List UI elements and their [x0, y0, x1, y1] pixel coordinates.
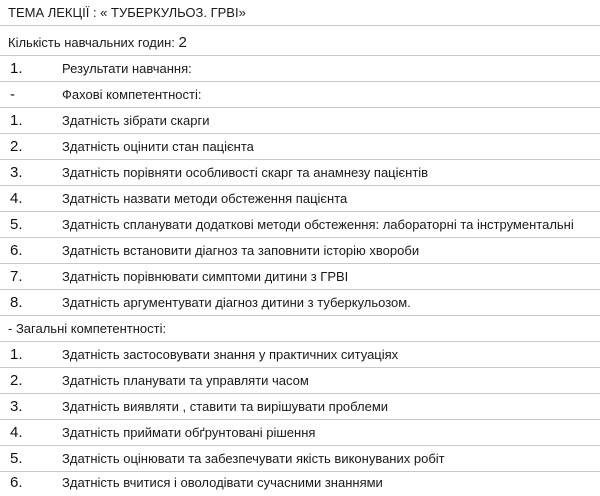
results-number: 1.	[10, 60, 23, 77]
item-number: 3.	[10, 164, 23, 181]
general-item	[0, 470, 600, 496]
general-item	[0, 342, 600, 368]
hours-text	[8, 30, 187, 55]
general-item	[0, 420, 600, 446]
item-text: Здатність порівняти особливості скарг та анамнезу пацієнтів	[62, 165, 429, 180]
general-header-row	[0, 316, 600, 342]
item-number: 6.	[10, 474, 23, 491]
general-item	[0, 368, 600, 394]
item-text: Здатність виявляти , ставити та вирішувати проблеми	[62, 399, 389, 414]
professional-header-row	[0, 82, 600, 108]
professional-dash: -	[10, 86, 15, 103]
professional-item	[0, 134, 600, 160]
hours-label: Кількість навчальних годин:	[8, 35, 175, 50]
item-number: 5.	[10, 216, 23, 233]
professional-item	[0, 264, 600, 290]
item-number: 4.	[10, 424, 23, 441]
item-text: Здатність застосовувати знання у практичних ситуаціях	[62, 347, 399, 362]
professional-item	[0, 212, 600, 238]
item-number: 2.	[10, 372, 23, 389]
item-number: 7.	[10, 268, 23, 285]
item-text: Здатність планувати та управляти часом	[62, 373, 309, 388]
item-text: Здатність аргументувати діагноз дитини з туберкульозом.	[62, 295, 411, 310]
item-number: 4.	[10, 190, 23, 207]
item-text: Здатність приймати обґрунтовані рішення	[62, 425, 316, 440]
item-text: Здатність вчитися і оволодівати сучасними знаннями	[62, 475, 383, 490]
lecture-title: ТЕМА ЛЕКЦІЇ : « ТУБЕРКУЛЬОЗ. ГРВІ»	[8, 5, 246, 20]
hours-value: 2	[178, 34, 187, 51]
item-number: 8.	[10, 294, 23, 311]
professional-header: Фахові компетентності:	[62, 87, 202, 102]
item-text: Здатність оцінювати та забезпечувати якість виконуваних робіт	[62, 451, 445, 466]
item-text: Здатність назвати методи обстеження пацієнта	[62, 191, 348, 206]
item-number: 1.	[10, 346, 23, 363]
item-text: Здатність спланувати додаткові методи обстеження: лабораторні та інструментальні	[62, 217, 574, 232]
professional-item	[0, 108, 600, 134]
professional-item	[0, 238, 600, 264]
results-label: Результати навчання:	[62, 61, 192, 76]
item-number: 2.	[10, 138, 23, 155]
item-number: 3.	[10, 398, 23, 415]
item-text: Здатність порівнювати симптоми дитини з ГРВІ	[62, 269, 349, 284]
item-number: 1.	[10, 112, 23, 129]
lecture-title-row	[0, 0, 600, 26]
professional-item	[0, 290, 600, 316]
general-header: - Загальні компетентності:	[8, 321, 167, 336]
item-number: 5.	[10, 450, 23, 467]
professional-item	[0, 186, 600, 212]
item-number: 6.	[10, 242, 23, 259]
item-text: Здатність оцінити стан пацієнта	[62, 139, 254, 154]
professional-item	[0, 160, 600, 186]
hours-row	[0, 30, 600, 56]
general-item	[0, 394, 600, 420]
general-item	[0, 446, 600, 472]
results-row	[0, 56, 600, 82]
item-text: Здатність встановити діагноз та заповнити історію хвороби	[62, 243, 420, 258]
item-text: Здатність зібрати скарги	[62, 113, 210, 128]
